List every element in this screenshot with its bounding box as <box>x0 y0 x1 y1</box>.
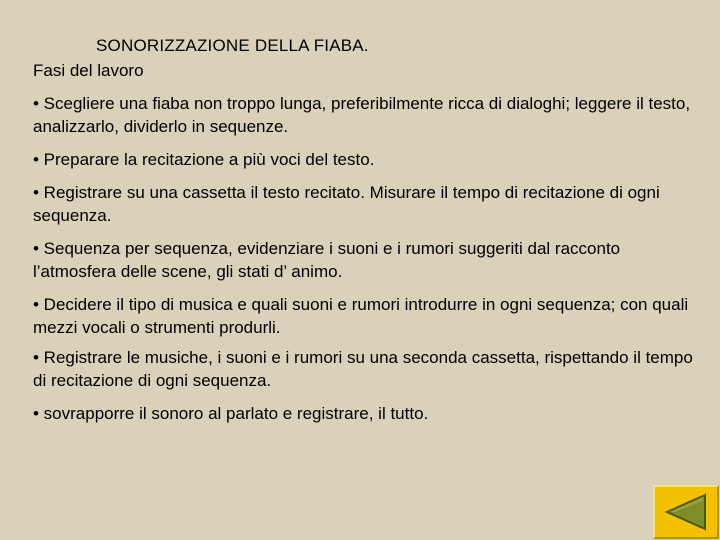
bullet-item: • Sequenza per sequenza, evidenziare i suoni e i rumori suggeriti dal racconto l’atmosfera delle scene, gli stati d’ animo. <box>33 239 621 281</box>
bullet-item: • Preparare la recitazione a più voci del testo. <box>33 150 375 169</box>
bullet-item: • Registrare su una cassetta il testo recitato. Misurare il tempo di recitazione di ogni sequenza. <box>33 183 660 225</box>
back-button[interactable] <box>653 485 719 539</box>
bullet-item: • Decidere il tipo di musica e quali suoni e rumori introdurre in ogni sequenza; con quali mezzi vocali o strumenti produrli. <box>33 295 689 337</box>
slide-title: SONORIZZAZIONE DELLA FIABA. <box>96 36 369 55</box>
triangle-left-icon <box>655 487 717 537</box>
bullet-list <box>33 92 693 435</box>
bullet-item: • Registrare le musiche, i suoni e i rumori su una seconda cassetta, rispettando il tempo di recitazione di ogni sequenza. <box>33 348 693 390</box>
slide-subtitle: Fasi del lavoro <box>33 61 144 80</box>
bullet-item: • sovrapporre il sonoro al parlato e registrare, il tutto. <box>33 404 429 423</box>
bullet-item: • Scegliere una fiaba non troppo lunga, preferibilmente ricca di dialoghi; leggere il testo, analizzarlo, dividerlo in sequenze. <box>33 94 691 136</box>
